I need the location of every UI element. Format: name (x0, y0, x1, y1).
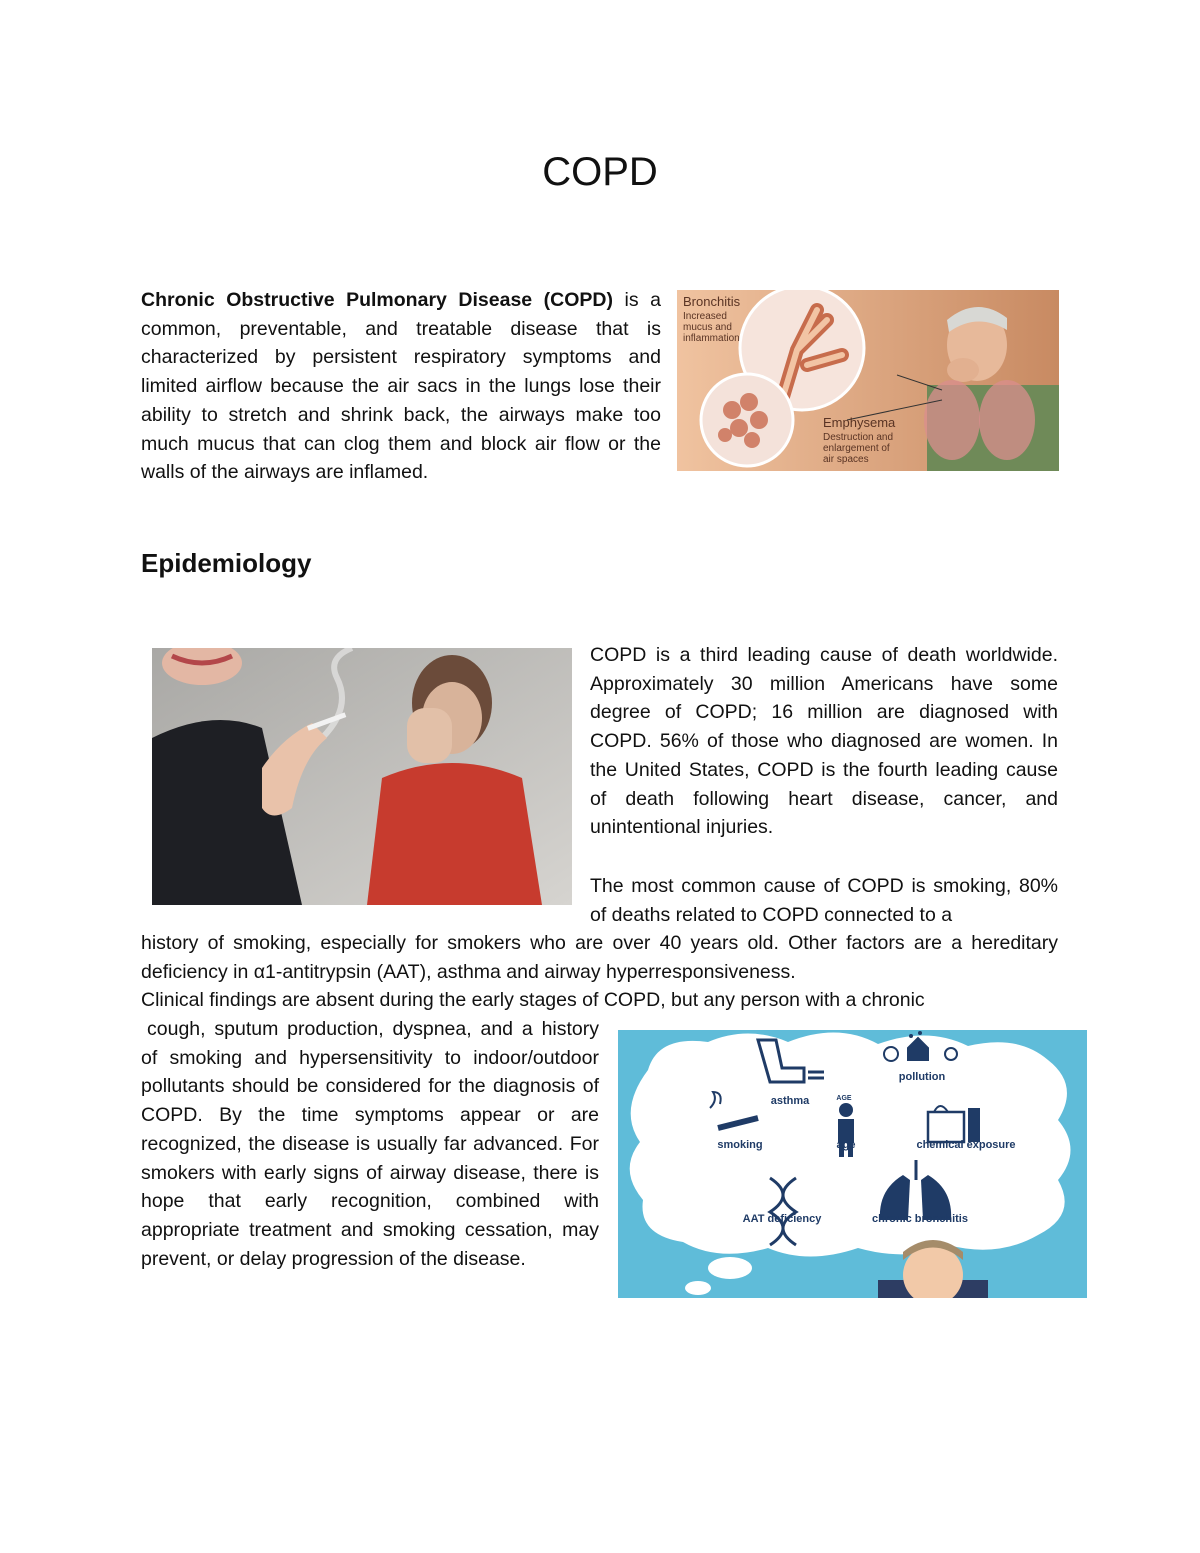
smoking-photo (152, 648, 572, 905)
clinical-paragraph-text: cough, sputum production, dyspnea, and a history of smoking and hypersensitivity to indoor/outdoor pollutants should be considered for the diagnosis of COPD. By the time symptoms appear or are recognized, the disease is usually far advanced. For smokers with early signs of airway disease, there is hope that early recognition, combined with appropriate treatment and smoking cessation, may prevent, or delay progression of the disease. (141, 1018, 599, 1270)
clinical-paragraph-start: Clinical findings are absent during the early stages of COPD, but any person with a chronic (141, 989, 925, 1011)
epidemiology-paragraph-1: COPD is a third leading cause of death worldwide. Approximately 30 million Americans have some degree of COPD; 16 million are diagnosed with COPD. 56% of those who diagnosed are women. In the United States, COPD is the fourth leading cause of death following heart disease, cancer, and unintentional injuries. (590, 644, 1058, 839)
label-bronchitis-sub1: Increased (683, 311, 727, 322)
intro-term: Chronic Obstructive Pulmonary Disease (COPD) (141, 289, 613, 311)
label-emphysema: Emphysema (823, 415, 896, 430)
label-age: age (836, 1139, 856, 1151)
age-badge: AGE (836, 1095, 852, 1102)
copd-illustration (677, 290, 1059, 471)
epidemiology-paragraph-2-start: The most common cause of COPD is smoking, 80% of deaths related to COPD connected to a (590, 875, 1058, 926)
intro-text: is a common, preventable, and treatable disease that is characterized by persistent respiratory symptoms and limited airflow because the air sacs in the lungs lose their ability to stretch and shrink back, the airways make too much mucus that can clog them and block air flow or the walls of the airways are inflamed. (141, 289, 661, 484)
section-heading-epidemiology: Epidemiology (141, 548, 312, 578)
epidemiology-paragraph-2-continued: history of smoking, especially for smokers who are over 40 years old. Other factors are a hereditary deficiency in α1-antitrypsin (AAT), asthma and airway hyperresponsiveness. (141, 932, 1058, 983)
label-pollution: pollution (898, 1071, 946, 1083)
intro-paragraph (141, 286, 661, 487)
label-bronchitis-sub3: inflammation (683, 333, 740, 344)
label-chronic-bronchitis: chronic bronchitis (872, 1213, 968, 1225)
clinical-paragraph-continued (141, 1015, 599, 1273)
label-emphysema-sub1: Destruction and (823, 432, 894, 443)
label-bronchitis: Bronchitis (683, 294, 741, 309)
page-title: COPD (542, 150, 658, 194)
label-smoking: smoking (717, 1139, 763, 1151)
label-aat-deficiency: AAT deficiency (742, 1213, 822, 1225)
label-emphysema-sub2: enlargement of (823, 443, 890, 454)
label-chemical-exposure: chemical exposure (916, 1139, 1016, 1151)
risk-factors-illustration (618, 1030, 1087, 1298)
label-asthma: asthma (770, 1095, 810, 1107)
label-bronchitis-sub2: mucus and (683, 322, 732, 333)
label-emphysema-sub3: air spaces (823, 454, 869, 465)
